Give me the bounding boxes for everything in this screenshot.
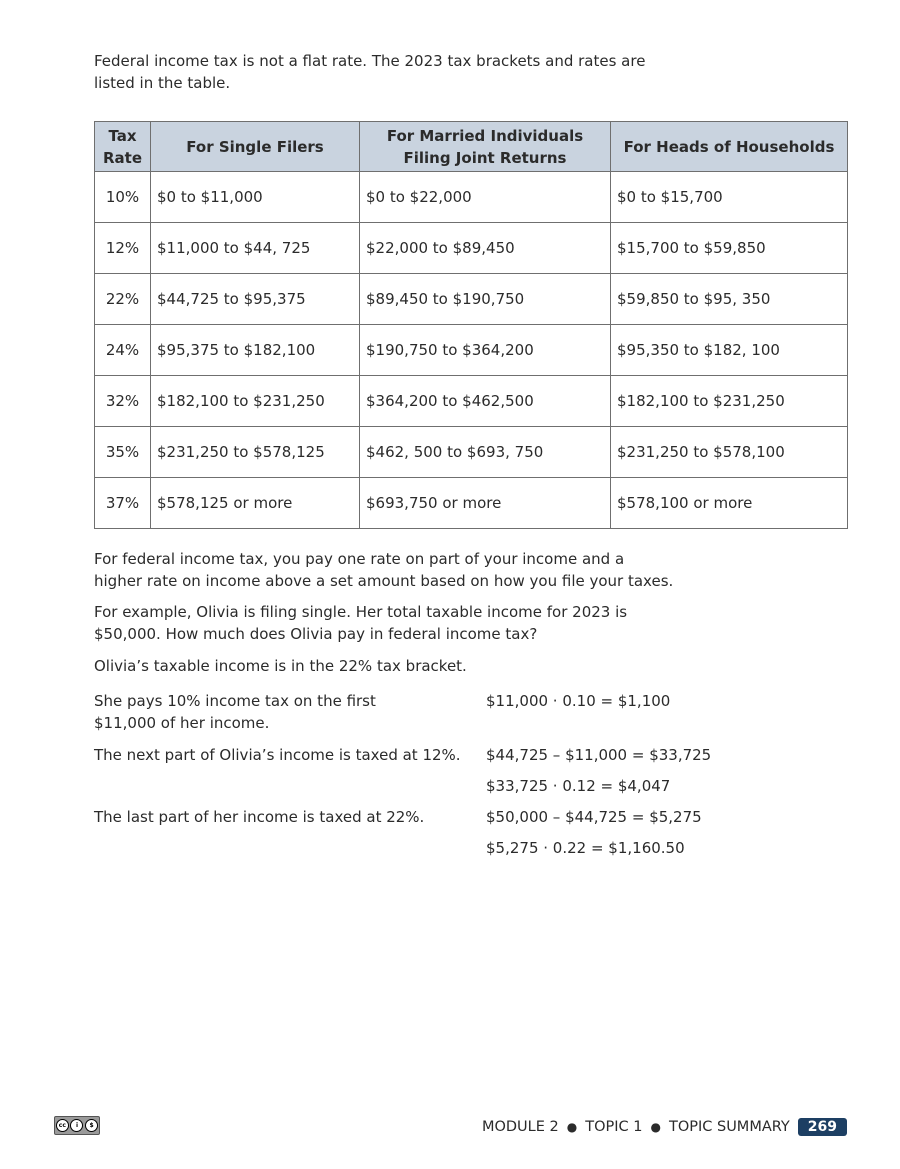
- cell-married: $364,200 to $462,500: [360, 376, 611, 427]
- step-last-text: The last part of her income is taxed at 22%.: [94, 808, 425, 826]
- header-married-joint: For Married Individuals Filing Joint Returns: [360, 122, 611, 172]
- page-number: 269: [798, 1118, 847, 1136]
- cell-single: $182,100 to $231,250: [151, 376, 360, 427]
- cc-license-icon: cc i $: [54, 1116, 100, 1135]
- step-first-calc: $11,000 · 0.10 = $1,100: [486, 692, 671, 710]
- table-header-row: [95, 122, 848, 172]
- cell-single: $0 to $11,000: [151, 172, 360, 223]
- tax-bracket-table: [94, 121, 848, 529]
- cell-head: $59,850 to $95, 350: [611, 274, 848, 325]
- bracket-note: Olivia’s taxable income is in the 22% tax bracket.: [94, 657, 467, 675]
- footer-module: MODULE 2: [481, 1119, 559, 1135]
- cell-single: $95,375 to $182,100: [151, 325, 360, 376]
- cell-head: $578,100 or more: [611, 478, 848, 529]
- header-single-filers: For Single Filers: [151, 122, 360, 172]
- intro-paragraph: Federal income tax is not a flat rate. The 2023 tax brackets and rates are listed in the table.: [94, 52, 646, 92]
- cell-rate: 12%: [95, 223, 151, 274]
- cell-head: $182,100 to $231,250: [611, 376, 848, 427]
- bullet-icon: ●: [650, 1120, 661, 1134]
- cell-head: $0 to $15,700: [611, 172, 848, 223]
- example-paragraph: For example, Olivia is filing single. Her total taxable income for 2023 is $50,000. How much does Olivia pay in federal income tax?: [94, 603, 628, 643]
- table-row: [95, 427, 848, 478]
- cell-head: $95,350 to $182, 100: [611, 325, 848, 376]
- cell-married: $462, 500 to $693, 750: [360, 427, 611, 478]
- table-row: [95, 478, 848, 529]
- cell-married: $0 to $22,000: [360, 172, 611, 223]
- cell-married: $89,450 to $190,750: [360, 274, 611, 325]
- cell-rate: 22%: [95, 274, 151, 325]
- cell-single: $44,725 to $95,375: [151, 274, 360, 325]
- cell-married: $693,750 or more: [360, 478, 611, 529]
- cell-head: $231,250 to $578,100: [611, 427, 848, 478]
- table-row: [95, 325, 848, 376]
- cell-married: $22,000 to $89,450: [360, 223, 611, 274]
- step-next-calc-2: $33,725 · 0.12 = $4,047: [486, 777, 671, 795]
- cell-single: $11,000 to $44, 725: [151, 223, 360, 274]
- table-row: [95, 376, 848, 427]
- cell-single: $231,250 to $578,125: [151, 427, 360, 478]
- step-last-calc-1: $50,000 – $44,725 = $5,275: [486, 808, 702, 826]
- page-footer: [482, 1116, 847, 1138]
- table-row: [95, 172, 848, 223]
- header-heads-of-households: For Heads of Households: [611, 122, 848, 172]
- cell-single: $578,125 or more: [151, 478, 360, 529]
- cell-rate: 10%: [95, 172, 151, 223]
- explanation-paragraph: For federal income tax, you pay one rate on part of your income and a higher rate on income above a set amount based on how you file your taxes.: [94, 550, 674, 590]
- cell-rate: 37%: [95, 478, 151, 529]
- cell-rate: 35%: [95, 427, 151, 478]
- bullet-icon: ●: [566, 1120, 578, 1134]
- cell-rate: 32%: [95, 376, 151, 427]
- step-last-calc-2: $5,275 · 0.22 = $1,160.50: [486, 839, 685, 857]
- cell-married: $190,750 to $364,200: [360, 325, 611, 376]
- cell-head: $15,700 to $59,850: [611, 223, 848, 274]
- step-next-calc-1: $44,725 – $11,000 = $33,725: [486, 746, 712, 764]
- footer-section: TOPIC SUMMARY: [668, 1119, 790, 1135]
- table-row: [95, 223, 848, 274]
- table-row: [95, 274, 848, 325]
- header-tax-rate: Tax Rate: [95, 122, 151, 172]
- footer-topic: TOPIC 1: [585, 1119, 643, 1135]
- step-next-text: The next part of Olivia’s income is taxed at 12%.: [94, 746, 461, 764]
- step-first-text: She pays 10% income tax on the first $11,000 of her income.: [94, 692, 376, 732]
- cell-rate: 24%: [95, 325, 151, 376]
